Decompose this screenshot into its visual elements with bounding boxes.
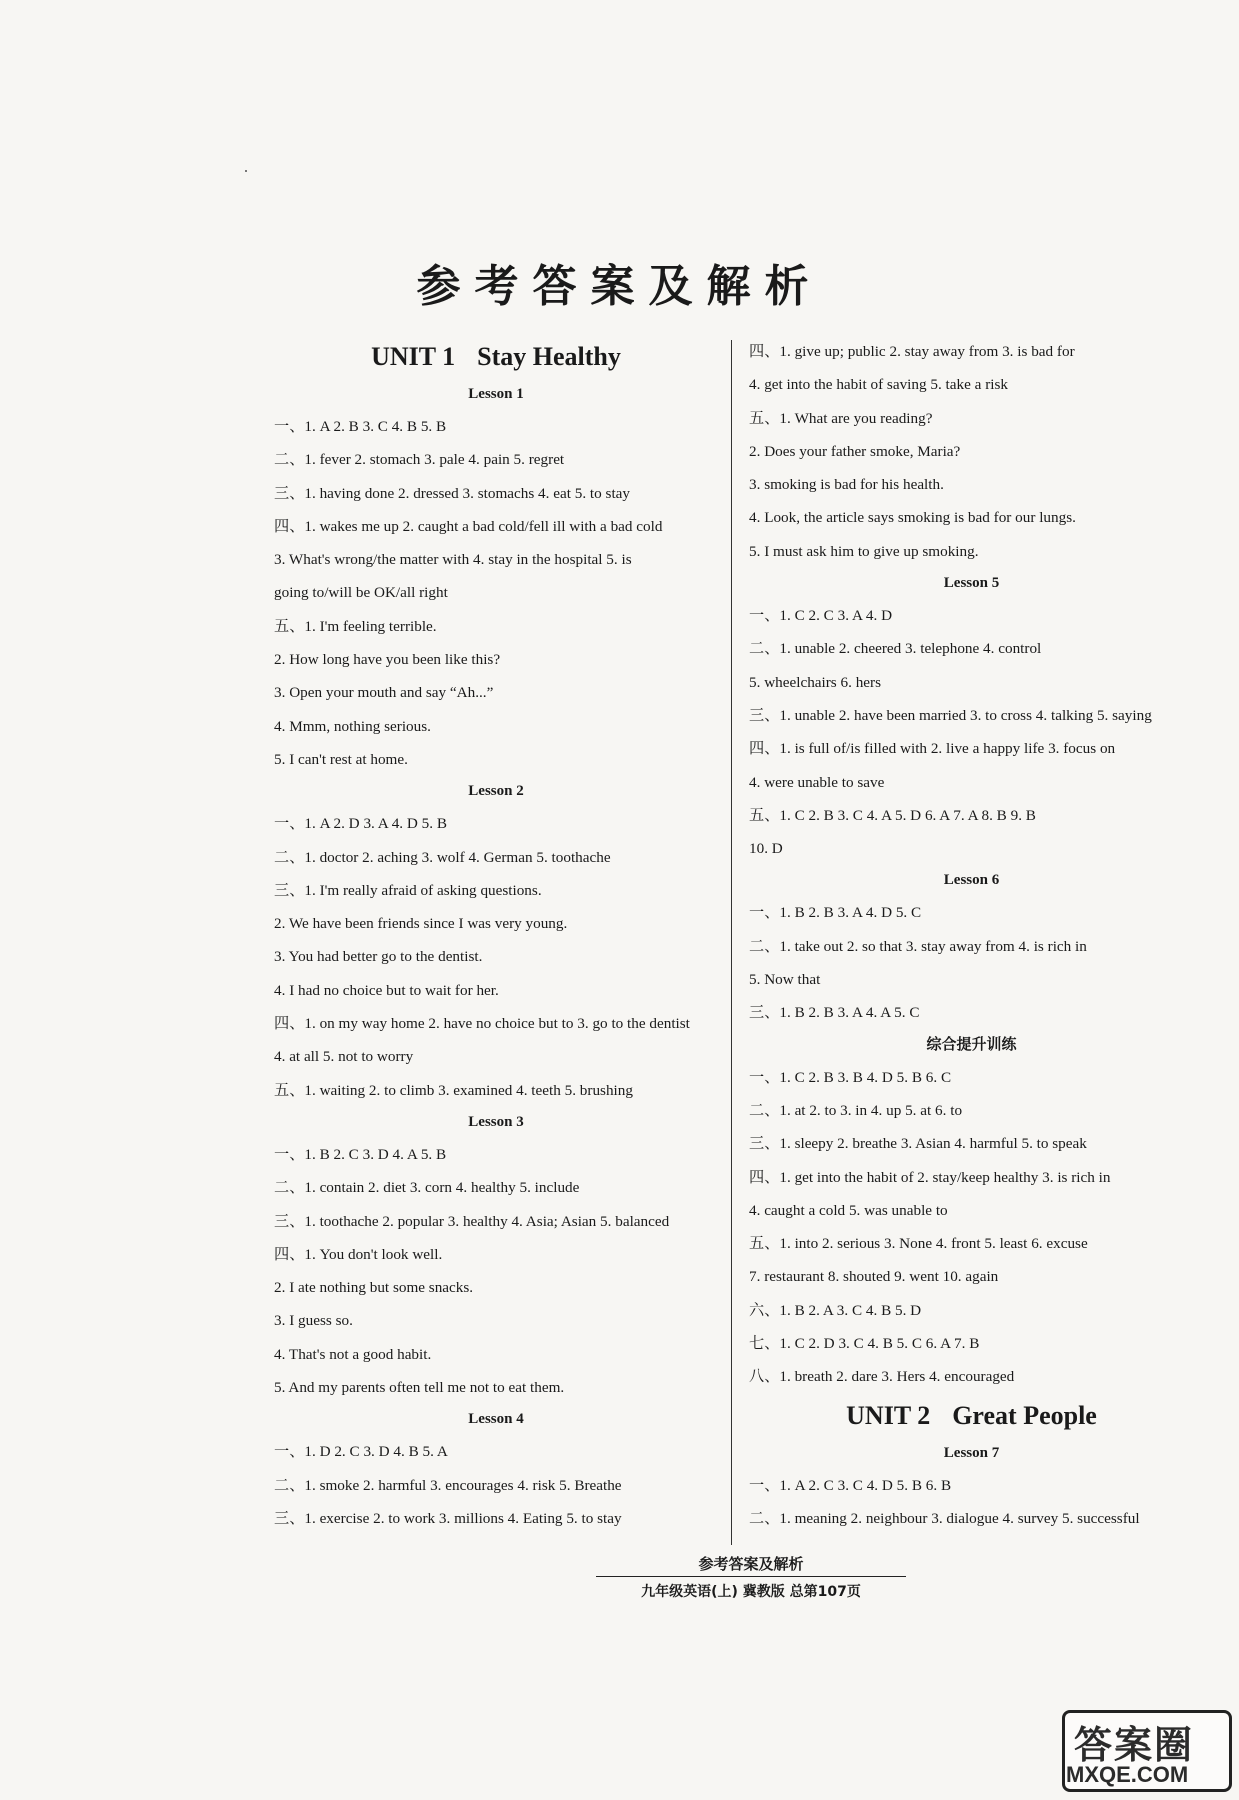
- answer-line: 3. You had better go to the dentist.: [274, 948, 483, 966]
- lesson-6-heading: Lesson 6: [943, 872, 1000, 889]
- answer-line: 三、1. B 2. B 3. A 4. A 5. C: [749, 1004, 920, 1022]
- unit-1-number: UNIT 1: [371, 342, 456, 371]
- answer-line: 四、1. on my way home 2. have no choice but to 3. go to the dentist: [274, 1015, 690, 1033]
- answer-line: 八、1. breath 2. dare 3. Hers 4. encouraged: [749, 1368, 1015, 1386]
- answer-line: 二、1. take out 2. so that 3. stay away from 4. is rich in: [749, 937, 1087, 955]
- answer-line: 一、1. B 2. B 3. A 4. D 5. C: [749, 904, 922, 922]
- answer-line: 4. That's not a good habit.: [274, 1345, 432, 1363]
- answer-line: 一、1. A 2. D 3. A 4. D 5. B: [274, 815, 447, 833]
- answer-line: 五、1. What are you reading?: [749, 409, 933, 427]
- answer-line: 2. Does your father smoke, Maria?: [749, 442, 961, 460]
- right-column: [749, 335, 1194, 1535]
- answer-line: 4. Look, the article says smoking is bad for our lungs.: [749, 509, 1076, 527]
- answer-line: 一、1. B 2. C 3. D 4. A 5. B: [274, 1145, 447, 1163]
- answer-line: 7. restaurant 8. shouted 9. went 10. again: [749, 1268, 999, 1286]
- answer-line: 一、1. C 2. B 3. B 4. D 5. B 6. C: [749, 1068, 952, 1086]
- answer-line: 三、1. I'm really afraid of asking questions.: [274, 881, 542, 899]
- lesson-5-heading: Lesson 5: [943, 575, 1000, 592]
- answer-line: 3. Open your mouth and say “Ah...”: [274, 684, 494, 702]
- unit-2-number: UNIT 2: [846, 1400, 931, 1430]
- unit-1-name: Stay Healthy: [477, 342, 621, 371]
- answer-line: 一、1. A 2. C 3. C 4. D 5. B 6. B: [749, 1476, 952, 1494]
- column-divider: [731, 340, 732, 1545]
- answer-line: 2. How long have you been like this?: [274, 651, 501, 669]
- answer-line: 5. I must ask him to give up smoking.: [749, 542, 979, 560]
- answer-line: 5. I can't rest at home.: [274, 750, 408, 768]
- answer-line: 三、1. toothache 2. popular 3. healthy 4. Asia; Asian 5. balanced: [274, 1212, 670, 1230]
- answer-line: 一、1. C 2. C 3. A 4. D: [749, 607, 893, 625]
- answer-line: 5. And my parents often tell me not to eat them.: [274, 1379, 565, 1397]
- answer-line: 五、1. waiting 2. to climb 3. examined 4. teeth 5. brushing: [274, 1081, 633, 1099]
- answer-line: 2. I ate nothing but some snacks.: [274, 1279, 474, 1297]
- answer-line: 5. Now that: [749, 971, 821, 989]
- answer-line: 二、1. fever 2. stomach 3. pale 4. pain 5. regret: [274, 451, 565, 469]
- answer-line: 三、1. sleepy 2. breathe 3. Asian 4. harmful 5. to speak: [749, 1135, 1087, 1153]
- left-column: [274, 335, 718, 1535]
- answer-line: 四、1. wakes me up 2. caught a bad cold/fell ill with a bad cold: [274, 517, 663, 535]
- answer-line: 二、1. contain 2. diet 3. corn 4. healthy 5. include: [274, 1179, 580, 1197]
- answer-line: 10. D: [749, 840, 783, 858]
- answer-line: 二、1. meaning 2. neighbour 3. dialogue 4. survey 5. successful: [749, 1509, 1140, 1527]
- answer-line: 4. get into the habit of saving 5. take a risk: [749, 376, 1008, 394]
- answer-line: 六、1. B 2. A 3. C 4. B 5. D: [749, 1301, 922, 1319]
- lesson-1-heading: Lesson 1: [468, 386, 524, 402]
- answer-line: 4. were unable to save: [749, 773, 885, 791]
- answer-line: 二、1. smoke 2. harmful 3. encourages 4. risk 5. Breathe: [274, 1476, 622, 1494]
- answer-line: 一、1. D 2. C 3. D 4. B 5. A: [274, 1443, 448, 1461]
- answer-line: 四、1. give up; public 2. stay away from 3. is bad for: [749, 343, 1075, 360]
- answer-line: 七、1. C 2. D 3. C 4. B 5. C 6. A 7. B: [749, 1335, 980, 1353]
- lesson-2-heading: Lesson 2: [468, 783, 524, 800]
- answer-line: 三、1. exercise 2. to work 3. millions 4. Eating 5. to stay: [274, 1509, 622, 1527]
- answer-line: 二、1. at 2. to 3. in 4. up 5. at 6. to: [749, 1101, 963, 1119]
- answer-line: 四、1. You don't look well.: [274, 1245, 443, 1263]
- answer-line: 5. wheelchairs 6. hers: [749, 673, 882, 691]
- answer-line: 二、1. doctor 2. aching 3. wolf 4. German 5. toothache: [274, 848, 611, 866]
- answer-line: 3. I guess so.: [274, 1312, 353, 1330]
- answer-line: 3. What's wrong/the matter with 4. stay in the hospital 5. is: [274, 551, 632, 569]
- unit-2-heading: [749, 1394, 1194, 1438]
- answer-line: going to/will be OK/all right: [274, 584, 448, 602]
- lesson-4-heading: Lesson 4: [468, 1411, 524, 1428]
- footer-title: 参考答案及解析: [698, 1555, 804, 1573]
- unit-2-name: Great People: [952, 1400, 1097, 1430]
- review-heading: 综合提升训练: [926, 1036, 1017, 1053]
- footer-page-info: 九年级英语(上) 冀教版 总第107页: [641, 1584, 861, 1600]
- answer-line: 3. smoking is bad for his health.: [749, 476, 944, 494]
- footer-rule: [596, 1576, 906, 1577]
- answer-line: 二、1. unable 2. cheered 3. telephone 4. control: [749, 640, 1042, 658]
- answer-line: 五、1. into 2. serious 3. None 4. front 5. least 6. excuse: [749, 1235, 1088, 1253]
- scan-speck: [245, 170, 247, 172]
- answer-line: 4. I had no choice but to wait for her.: [274, 981, 499, 999]
- answer-line: 三、1. unable 2. have been married 3. to cross 4. talking 5. saying: [749, 706, 1152, 724]
- answer-line: 2. We have been friends since I was very young.: [274, 915, 568, 933]
- page-title: 参考答案及解析: [416, 261, 823, 312]
- answer-line: 4. Mmm, nothing serious.: [274, 717, 431, 735]
- lesson-3-heading: Lesson 3: [468, 1113, 524, 1130]
- answer-line: 五、1. C 2. B 3. C 4. A 5. D 6. A 7. A 8. B 9. B: [749, 806, 1036, 824]
- lesson-7-heading: Lesson 7: [943, 1444, 1000, 1461]
- answer-line: 五、1. I'm feeling terrible.: [274, 617, 437, 635]
- answer-line: 一、1. A 2. B 3. C 4. B 5. B: [274, 418, 447, 435]
- answer-line: 四、1. get into the habit of 2. stay/keep healthy 3. is rich in: [749, 1168, 1111, 1186]
- answer-line: 4. caught a cold 5. was unable to: [749, 1201, 948, 1219]
- watermark-url: MXQE.COM: [1066, 1762, 1189, 1787]
- unit-1-heading: [274, 335, 718, 379]
- answer-line: 三、1. having done 2. dressed 3. stomachs 4. eat 5. to stay: [274, 484, 631, 502]
- answer-line: 四、1. is full of/is filled with 2. live a happy life 3. focus on: [749, 740, 1116, 758]
- answer-line: 4. at all 5. not to worry: [274, 1048, 414, 1066]
- watermark-logo: 答案圈: [1074, 1723, 1195, 1767]
